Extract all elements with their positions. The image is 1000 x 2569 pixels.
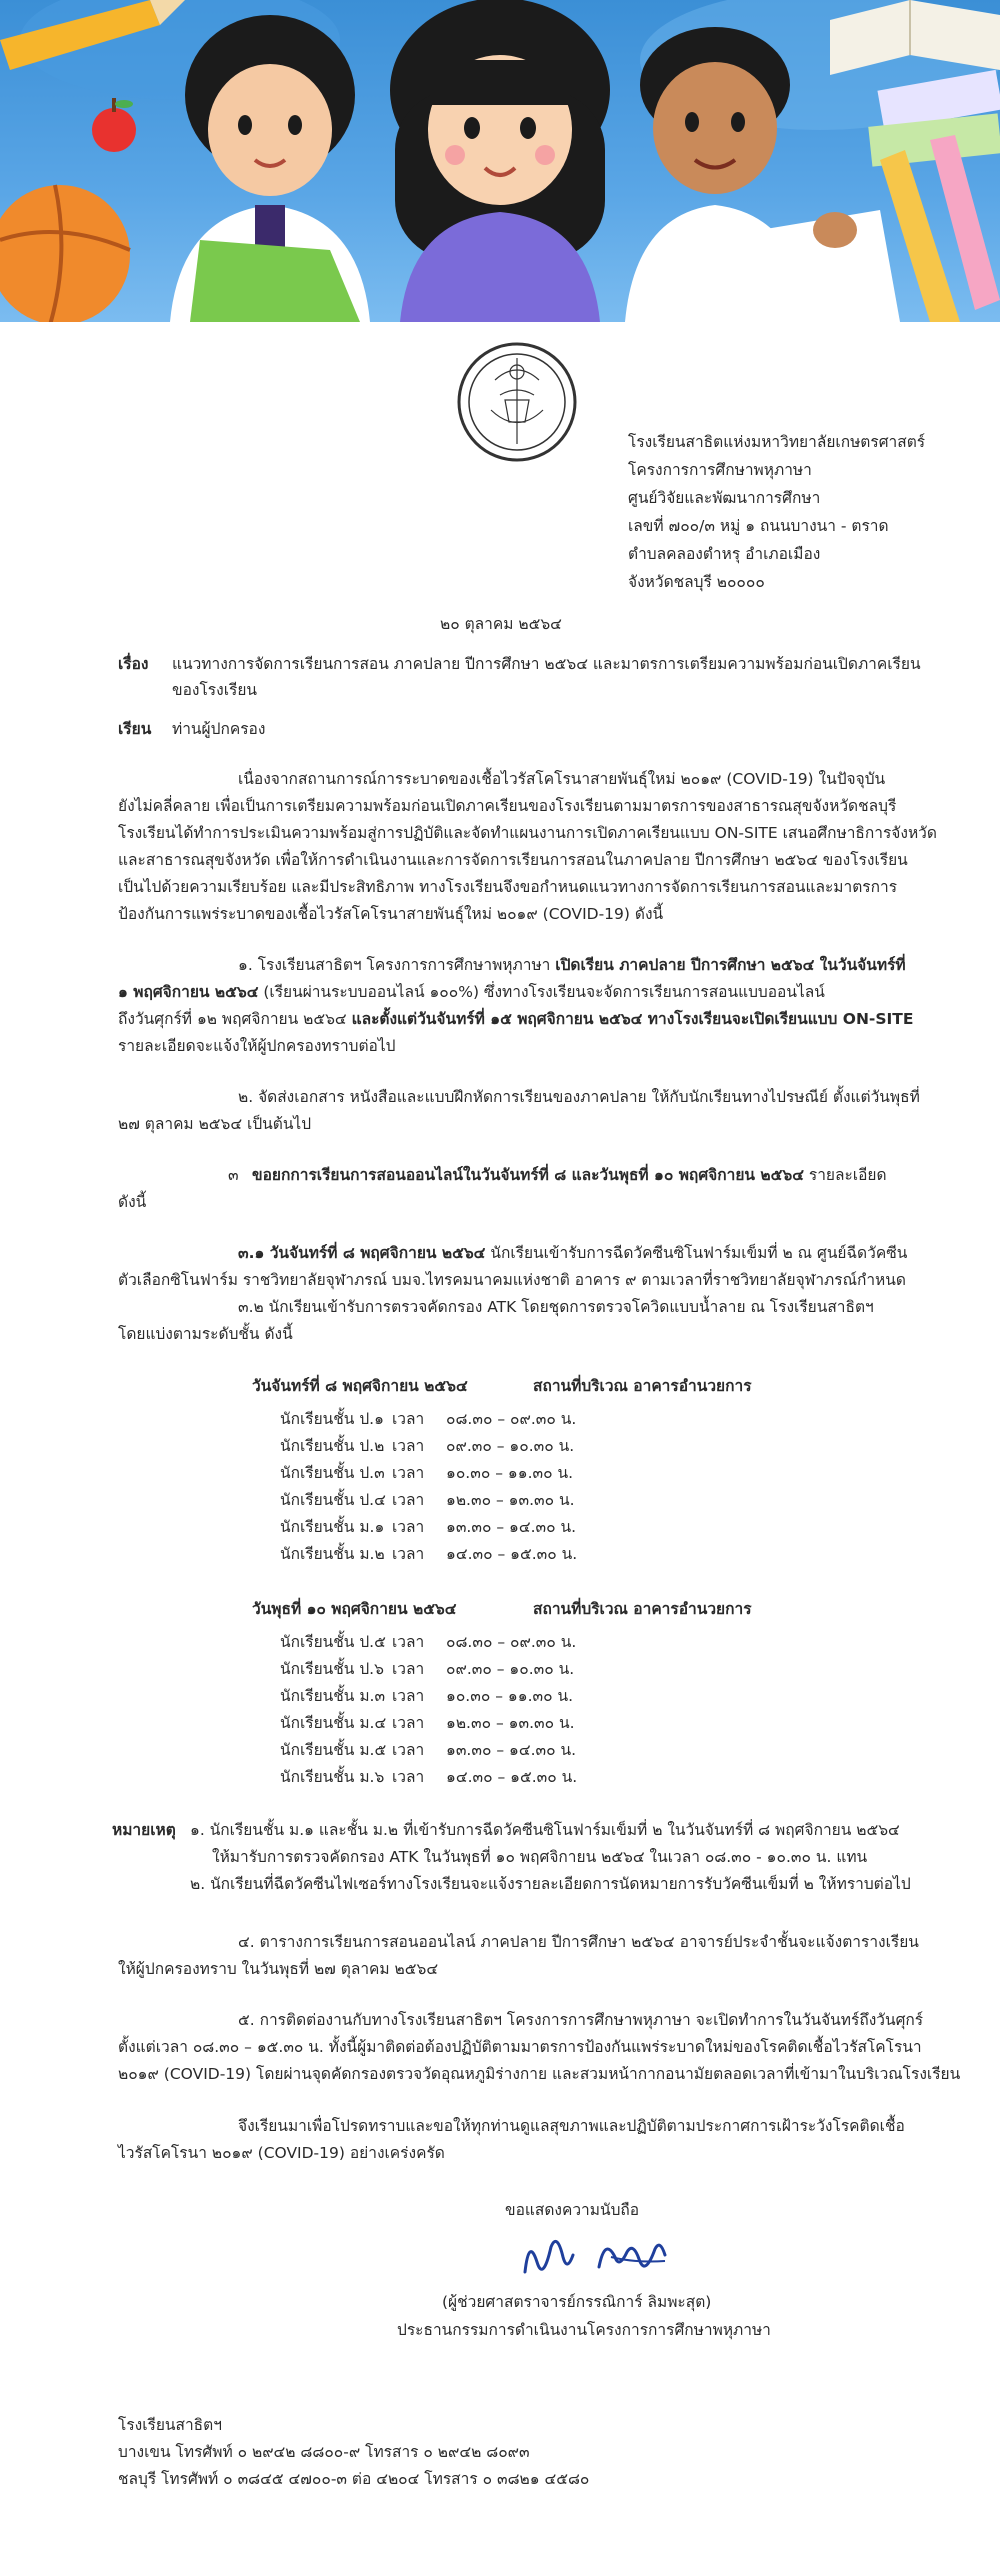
schedule1-list xyxy=(280,1406,680,1568)
time-range: ๑๒.๓๐ – ๑๓.๓๐ น. xyxy=(446,1714,575,1732)
time-label: เวลา xyxy=(392,1687,425,1705)
regards-text: ขอแสดงความนับถือ xyxy=(505,2201,640,2219)
schedule-row xyxy=(280,1737,680,1764)
remark-1-line-1: ๑. นักเรียนชั้น ม.๑ และชั้น ม.๒ ที่เข้ารับการฉีดวัคซีนซิโนฟาร์มเข็มที่ ๒ ในวันจันทร์ที่ ๘ พฤศจิกายน ๒๕๖๔ xyxy=(190,1821,900,1839)
closing-line-1: จึงเรียนมาเพื่อโปรดทราบและขอให้ทุกท่านดูแลสุขภาพและปฏิบัติตามประกาศการเฝ้าระวังโรคติดเชื้อ xyxy=(238,2117,905,2135)
time-label: เวลา xyxy=(392,1660,425,1678)
intro-line: ป้องกันการแพร่ระบาดของเชื้อไวรัสโคโรนาสายพันธุ์ใหม่ ๒๐๑๙ (COVID-19) ดังนี้ xyxy=(118,905,664,923)
time-range: ๐๘.๓๐ – ๐๙.๓๐ น. xyxy=(446,1410,577,1428)
schedule-row xyxy=(280,1683,680,1710)
schedule-row xyxy=(280,1710,680,1737)
schedule-row xyxy=(280,1541,680,1568)
item1-line-2 xyxy=(118,982,825,1002)
grade: นักเรียนชั้น ป.๔ xyxy=(280,1491,386,1509)
item3-number: ๓ xyxy=(228,1166,239,1184)
time-label: เวลา xyxy=(392,1741,425,1759)
item31-line-1 xyxy=(238,1243,907,1263)
time-label: เวลา xyxy=(392,1545,425,1563)
time-range: ๑๒.๓๐ – ๑๓.๓๐ น. xyxy=(446,1491,575,1509)
child-middle-figure xyxy=(390,0,610,322)
item2-line-1: ๒. จัดส่งเอกสาร หนังสือและแบบฝึกหัดการเรียนของภาคปลาย ให้กับนักเรียนทางไปรษณีย์ ตั้งแต่วันพุธที่ xyxy=(238,1088,920,1106)
grade: นักเรียนชั้น ม.๓ xyxy=(280,1687,386,1705)
grade: นักเรียนชั้น ป.๖ xyxy=(280,1660,384,1678)
schedule2-day: วันพุธที่ ๑๐ พฤศจิกายน ๒๕๖๔ xyxy=(252,1600,457,1618)
sender-line-1: โรงเรียนสาธิตแห่งมหาวิทยาลัยเกษตรศาสตร์ xyxy=(628,433,926,451)
time-label: เวลา xyxy=(392,1714,425,1732)
grade: นักเรียนชั้น ม.๒ xyxy=(280,1545,385,1563)
remark-1-line-2: ให้มารับการตรวจคัดกรอง ATK ในวันพุธที่ ๑๐ พฤศจิกายน ๒๕๖๔ ในเวลา ๐๘.๓๐ - ๑๐.๓๐ น. แทน xyxy=(212,1848,868,1866)
children-reading-illustration xyxy=(0,0,1000,322)
schedule1-place: สถานที่บริเวณ อาคารอำนวยการ xyxy=(533,1377,752,1395)
schedule-row xyxy=(280,1433,680,1460)
schedule1-day: วันจันทร์ที่ ๘ พฤศจิกายน ๒๕๖๔ xyxy=(252,1377,468,1395)
item31-line-1-text: นักเรียนเข้ารับการฉีดวัคซีนซิโนฟาร์มเข็มที่ ๒ ณ ศูนย์ฉีดวัคซีน xyxy=(485,1244,908,1262)
time-label: เวลา xyxy=(392,1464,425,1482)
item1-line-2-bold: ๑ พฤศจิกายน ๒๕๖๔ xyxy=(118,983,259,1001)
time-range: ๐๙.๓๐ – ๑๐.๓๐ น. xyxy=(446,1660,575,1678)
official-letter xyxy=(0,322,1000,2569)
item1-line-1-bold: เปิดเรียน ภาคปลาย ปีการศึกษา ๒๕๖๔ ในวันจันทร์ที่ xyxy=(555,956,906,974)
time-range: ๐๘.๓๐ – ๐๙.๓๐ น. xyxy=(446,1633,577,1651)
time-range: ๑๓.๓๐ – ๑๔.๓๐ น. xyxy=(446,1518,577,1536)
schedule2-place: สถานที่บริเวณ อาคารอำนวยการ xyxy=(533,1600,752,1618)
item5-line-2: ตั้งแต่เวลา ๐๘.๓๐ – ๑๕.๓๐ น. ทั้งนี้ผู้มาติดต่อต้องปฏิบัติตามมาตรการป้องกันแพร่ระบาดใหม่ของโรคติดเชื้อไวรัสโคโรนา xyxy=(118,2038,922,2056)
remark-2: ๒. นักเรียนที่ฉีดวัคซีนไฟเซอร์ทางโรงเรียนจะแจ้งรายละเอียดการนัดหมายการรับวัคซีนเข็มที่ ๒ ให้ทราบต่อไป xyxy=(190,1875,911,1893)
grade: นักเรียนชั้น ม.๔ xyxy=(280,1714,387,1732)
grade: นักเรียนชั้น ม.๖ xyxy=(280,1768,385,1786)
grade: นักเรียนชั้น ป.๒ xyxy=(280,1437,385,1455)
item1-line-3 xyxy=(118,1009,913,1029)
item1-line-1-text: ๑. โรงเรียนสาธิตฯ โครงการการศึกษาพหุภาษา xyxy=(238,956,556,974)
schedule-row xyxy=(280,1406,680,1433)
subject-line-2: ของโรงเรียน xyxy=(172,681,257,699)
grade: นักเรียนชั้น ม.๑ xyxy=(280,1518,385,1536)
time-range: ๑๐.๓๐ – ๑๑.๓๐ น. xyxy=(446,1464,573,1482)
schedule-row xyxy=(280,1764,680,1791)
item2-line-2: ๒๗ ตุลาคม ๒๕๖๔ เป็นต้นไป xyxy=(118,1115,312,1133)
sender-line-2: โครงการการศึกษาพหุภาษา xyxy=(628,461,812,479)
intro-line: เนื่องจากสถานการณ์การระบาดของเชื้อไวรัสโคโรนาสายพันธุ์ใหม่ ๒๐๑๙ (COVID-19) ในปัจจุบัน xyxy=(238,770,886,788)
item5-line-1: ๕. การติดต่องานกับทางโรงเรียนสาธิตฯ โครงการการศึกษาพหุภาษา จะเปิดทำการในวันจันทร์ถึงวันศุกร์ xyxy=(238,2011,924,2029)
intro-line: โรงเรียนได้ทำการประเมินความพร้อมสู่การปฏิบัติและจัดทำแผนงานการเปิดภาคเรียนแบบ ON-SITE เสนอศึกษาธิการจังหวัด xyxy=(118,824,937,842)
time-range: ๑๔.๓๐ – ๑๕.๓๐ น. xyxy=(446,1768,578,1786)
intro-line: เป็นไปด้วยความเรียบร้อย และมีประสิทธิภาพ ทางโรงเรียนจึงขอกำหนดแนวทางการจัดการเรียนการสอนและมาตรการ xyxy=(118,878,898,896)
item1-line-3-bold: และตั้งแต่วันจันทร์ที่ ๑๕ พฤศจิกายน ๒๕๖๔ ทางโรงเรียนจะเปิดเรียนแบบ ON-SITE xyxy=(351,1010,914,1028)
letter-date: ๒๐ ตุลาคม ๒๕๖๔ xyxy=(440,615,562,633)
item1-line-1 xyxy=(238,955,906,975)
grade: นักเรียนชั้น ม.๕ xyxy=(280,1741,387,1759)
salutation-label: เรียน xyxy=(118,720,152,738)
child-left-figure xyxy=(170,15,370,322)
item5-line-3: ๒๐๑๙ (COVID-19) โดยผ่านจุดคัดกรองตรวจวัดอุณหภูมิร่างกาย และสวมหน้ากากอนามัยตลอดเวลาที่เข้ามาในบริเวณโรงเรียน xyxy=(118,2065,961,2083)
item3-line-1-bold: ขอยกการเรียนการสอนออนไลน์ในวันจันทร์ที่ ๘ และวันพุธที่ ๑๐ พฤศจิกายน ๒๕๖๔ xyxy=(252,1166,804,1184)
signatory-name: (ผู้ช่วยศาสตราจารย์กรรณิการ์ ลิมพะสุต) xyxy=(442,2293,712,2311)
schedule-row xyxy=(280,1629,680,1656)
sender-line-6: จังหวัดชลบุรี ๒๐๐๐๐ xyxy=(628,573,765,591)
time-range: ๑๓.๓๐ – ๑๔.๓๐ น. xyxy=(446,1741,577,1759)
schedule-row xyxy=(280,1514,680,1541)
time-label: เวลา xyxy=(392,1633,425,1651)
item4-line-2: ให้ผู้ปกครองทราบ ในวันพุธที่ ๒๗ ตุลาคม ๒๕๖๔ xyxy=(118,1960,439,1978)
signatory-position: ประธานกรรมการดำเนินงานโครงการการศึกษาพหุภาษา xyxy=(397,2321,771,2339)
schedule-row xyxy=(280,1656,680,1683)
time-label: เวลา xyxy=(392,1410,425,1428)
subject-line-1: แนวทางการจัดการเรียนการสอน ภาคปลาย ปีการศึกษา ๒๕๖๔ และมาตรการเตรียมความพร้อมก่อนเปิดภาคเรียน xyxy=(172,655,921,673)
salutation-text: ท่านผู้ปกครอง xyxy=(172,720,266,738)
item1-line-2-text: (เรียนผ่านระบบออนไลน์ ๑๐๐%) ซึ่งทางโรงเรียนจะจัดการเรียนการสอนแบบออนไลน์ xyxy=(258,983,825,1001)
grade: นักเรียนชั้น ป.๕ xyxy=(280,1633,386,1651)
time-label: เวลา xyxy=(392,1768,425,1786)
header-illustration xyxy=(0,0,1000,322)
grade: นักเรียนชั้น ป.๓ xyxy=(280,1464,385,1482)
schedule-row xyxy=(280,1460,680,1487)
intro-line: และสาธารณสุขจังหวัด เพื่อให้การดำเนินงานและการจัดการเรียนการสอนในภาคปลาย ปีการศึกษา ๒๕๖๔ ของโรงเรียน xyxy=(118,851,908,869)
grade: นักเรียนชั้น ป.๑ xyxy=(280,1410,384,1428)
footer-school: โรงเรียนสาธิตฯ xyxy=(118,2416,222,2434)
apple-icon xyxy=(92,98,136,152)
schedule2-list xyxy=(280,1629,680,1791)
item3-line-2: ดังนี้ xyxy=(118,1193,147,1211)
item3-line-1 xyxy=(252,1165,887,1185)
footer-bangkhen-contact: บางเขน โทรศัพท์ ๐ ๒๙๔๒ ๘๘๐๐-๙ โทรสาร ๐ ๒๙๔๒ ๘๐๙๓ xyxy=(118,2443,530,2461)
item4-line-1: ๔. ตารางการเรียนการสอนออนไลน์ ภาคปลาย ปีการศึกษา ๒๕๖๔ อาจารย์ประจำชั้นจะแจ้งตารางเรียน xyxy=(238,1933,919,1951)
footer-chonburi-contact: ชลบุรี โทรศัพท์ ๐ ๓๘๔๕ ๔๗๐๐-๓ ต่อ ๔๒๐๔ โทรสาร ๐ ๓๘๒๑ ๔๕๘๐ xyxy=(118,2470,590,2488)
closing-line-2: ไวรัสโคโรนา ๒๐๑๙ (COVID-19) อย่างเคร่งครัด xyxy=(118,2144,445,2162)
item32-line-2: โดยแบ่งตามระดับชั้น ดังนี้ xyxy=(118,1325,293,1343)
time-label: เวลา xyxy=(392,1518,425,1536)
time-range: ๑๔.๓๐ – ๑๕.๓๐ น. xyxy=(446,1545,578,1563)
ball-icon xyxy=(0,185,130,322)
subject-label: เรื่อง xyxy=(118,655,149,673)
time-range: ๑๐.๓๐ – ๑๑.๓๐ น. xyxy=(446,1687,573,1705)
sender-line-5: ตำบลคลองตำหรุ อำเภอเมือง xyxy=(628,545,821,563)
item3-line-1-text: รายละเอียด xyxy=(803,1166,887,1184)
sender-line-4: เลขที่ ๗๐๐/๓ หมู่ ๑ ถนนบางนา - ตราด xyxy=(628,517,889,535)
item31-line-1-bold: ๓.๑ วันจันทร์ที่ ๘ พฤศจิกายน ๒๕๖๔ xyxy=(238,1244,486,1262)
item31-line-2: ตัวเลือกซิโนฟาร์ม ราชวิทยาลัยจุฬาภรณ์ บมจ.ไทรคมนาคมแห่งชาติ อาคาร ๙ ตามเวลาที่ราชวิทยาลัยจุฬาภรณ์กำหนด xyxy=(118,1271,906,1289)
item32-line-1: ๓.๒ นักเรียนเข้ารับการตรวจคัดกรอง ATK โดยชุดการตรวจโควิดแบบน้ำลาย ณ โรงเรียนสาธิตฯ xyxy=(238,1298,874,1316)
university-seal-icon xyxy=(455,340,579,464)
intro-line: ยังไม่คลี่คลาย เพื่อเป็นการเตรียมความพร้อมก่อนเปิดภาคเรียนของโรงเรียนตามมาตรการของสาธารณสุขจังหวัดชลบุรี xyxy=(118,797,897,815)
handwritten-signature xyxy=(515,2227,675,2287)
time-label: เวลา xyxy=(392,1491,425,1509)
item1-line-4: รายละเอียดจะแจ้งให้ผู้ปกครองทราบต่อไป xyxy=(118,1037,396,1055)
time-label: เวลา xyxy=(392,1437,425,1455)
sender-line-3: ศูนย์วิจัยและพัฒนาการศึกษา xyxy=(628,489,821,507)
item1-line-3-text: ถึงวันศุกร์ที่ ๑๒ พฤศจิกายน ๒๕๖๔ xyxy=(118,1010,352,1028)
time-range: ๐๙.๓๐ – ๑๐.๓๐ น. xyxy=(446,1437,575,1455)
schedule-row xyxy=(280,1487,680,1514)
remarks-label: หมายเหตุ xyxy=(112,1821,176,1839)
